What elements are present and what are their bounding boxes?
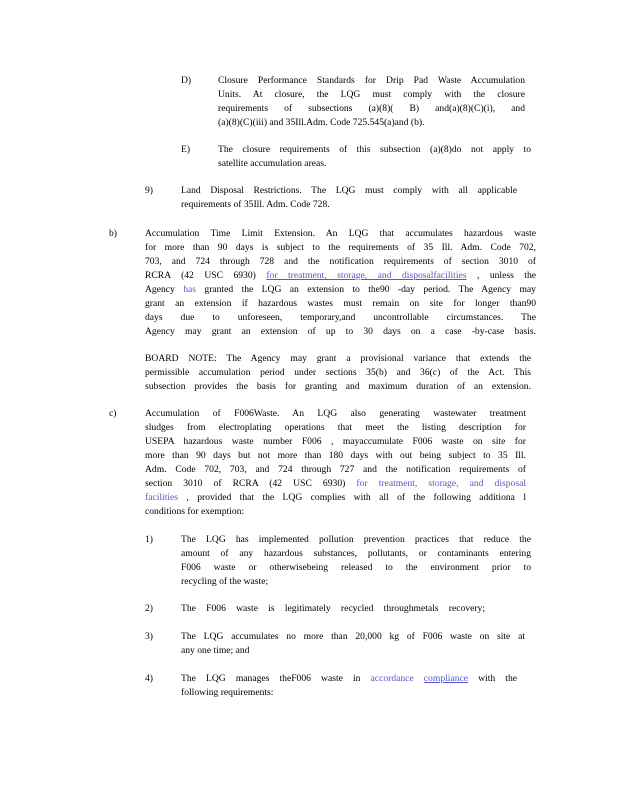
inserted-text: facilities <box>145 492 179 503</box>
text-line: grant an extension if hazardous wastes must remain on site for longer than90 <box>145 298 536 309</box>
text-line: for more than 90 days is subject to the requirements of 35 Ill. Adm. Code 702, <box>145 242 536 253</box>
text-line: subsection provides the basis for granting and maximum duration of an extension. <box>145 381 531 392</box>
text-line: recycling of the waste; <box>181 576 269 587</box>
inserted-text: compliance <box>423 673 469 684</box>
item-e-text <box>218 143 531 171</box>
text-line: The closure requirements of this subsection (a)(8)do not apply to <box>218 144 531 155</box>
text-line: requirements of subsections (a)(8)( B) and(a)(8)(C)(i), and <box>218 103 525 114</box>
text-run: section 3010 of RCRA (42 USC 6930) <box>145 478 346 489</box>
text-line: Closure Performance Standards for Drip Pad Waste Accumulation <box>218 75 525 86</box>
text-line: Adm. Code 702, 703, and 724 through 727 and the notification requirements of <box>145 464 526 475</box>
text-line <box>181 672 517 686</box>
text-line: Accumulation of F006Waste. An LQG also generating wastewater treatment <box>145 408 526 419</box>
text-run: granted the LQG an extension to the90 -day period. The Agency may <box>204 284 536 295</box>
item-c2-text <box>181 602 485 616</box>
text-line: USEPA hazardous waste number F006 , mayaccumulate F006 waste on site for <box>145 436 526 447</box>
item-label-c: c) <box>109 408 117 419</box>
item-label-9: 9) <box>145 185 153 196</box>
item-label-c2: 2) <box>145 603 153 614</box>
text-line: following requirements: <box>181 687 274 698</box>
text-line: BOARD NOTE: The Agency may grant a provisional variance that extends the <box>145 353 531 364</box>
inserted-text: has <box>183 284 197 295</box>
text-run: , unless the <box>476 270 537 281</box>
text-line <box>145 283 536 297</box>
item-c4-text <box>181 672 517 700</box>
text-line: 703, and 724 through 728 and the notification requirements of section 3010 of <box>145 256 536 267</box>
text-line: sludges from electroplating operations that meet the listing description for <box>145 422 526 433</box>
item-label-c4: 4) <box>145 673 153 684</box>
item-label-c1: 1) <box>145 534 153 545</box>
item-label-d: D) <box>181 75 192 86</box>
item-c3-text <box>181 630 525 658</box>
text-line: days due to unforeseen, temporary,and uncontrollable circumstances. The <box>145 312 536 323</box>
item-c1-text <box>181 533 531 589</box>
text-line: Land Disposal Restrictions. The LQG must comply with all applicable <box>181 185 517 196</box>
text-line: satellite accumulation areas. <box>218 158 327 169</box>
text-line <box>145 491 526 505</box>
text-run: Agency <box>145 284 175 295</box>
text-line: permissible accumulation period under sections 35(b) and 36(c) of the Act. This <box>145 367 531 378</box>
text-run: with the <box>478 673 517 684</box>
item-d-text <box>218 74 525 130</box>
item-label-b: b) <box>109 228 117 239</box>
text-line: any one time; and <box>181 645 250 656</box>
text-line: more than 90 days but not more than 180 days with out being subject to 35 Ill. <box>145 450 526 461</box>
text-line: (a)(8)(C)(iii) and 35Ill.Adm. Code 725.545(a)and (b). <box>218 117 425 128</box>
text-run: , provided that the LQG complies with all of the following additiona l <box>186 492 526 503</box>
item-label-c3: 3) <box>145 631 153 642</box>
text-line <box>145 269 536 283</box>
inserted-text: for treatment, storage, and disposal <box>356 478 526 489</box>
item-label-e: E) <box>181 144 191 155</box>
inserted-text: for treatment, storage, and disposalfacilities <box>266 270 467 281</box>
item-c-text <box>145 407 526 519</box>
text-line: Units. At closure, the LQG must comply with the closure <box>218 89 525 100</box>
text-line: Accumulation Time Limit Extension. An LQG that accumulates hazardous waste <box>145 228 536 239</box>
item-9-text <box>181 184 517 212</box>
inserted-text: accordance <box>370 673 414 684</box>
text-line <box>145 477 526 491</box>
text-line: amount of any hazardous substances, pollutants, or contaminants entering <box>181 548 531 559</box>
text-line: The F006 waste is legitimately recycled throughmetals recovery; <box>181 603 485 614</box>
item-b-text <box>145 227 536 339</box>
text-run: RCRA (42 USC 6930) <box>145 270 256 281</box>
text-line: F006 waste or otherwisebeing released to the environment prior to <box>181 562 531 573</box>
text-line: conditions for exemption: <box>145 506 245 517</box>
text-line: Agency may grant an extension of up to 30 days on a case -by-case basis. <box>145 326 536 337</box>
text-line: The LQG accumulates no more than 20,000 kg of F006 waste on site at <box>181 631 525 642</box>
text-run: The LQG manages theF006 waste in <box>181 673 361 684</box>
board-note <box>145 352 531 394</box>
text-line: The LQG has implemented pollution prevention practices that reduce the <box>181 534 531 545</box>
text-line: requirements of 35Ill. Adm. Code 728. <box>181 199 330 210</box>
